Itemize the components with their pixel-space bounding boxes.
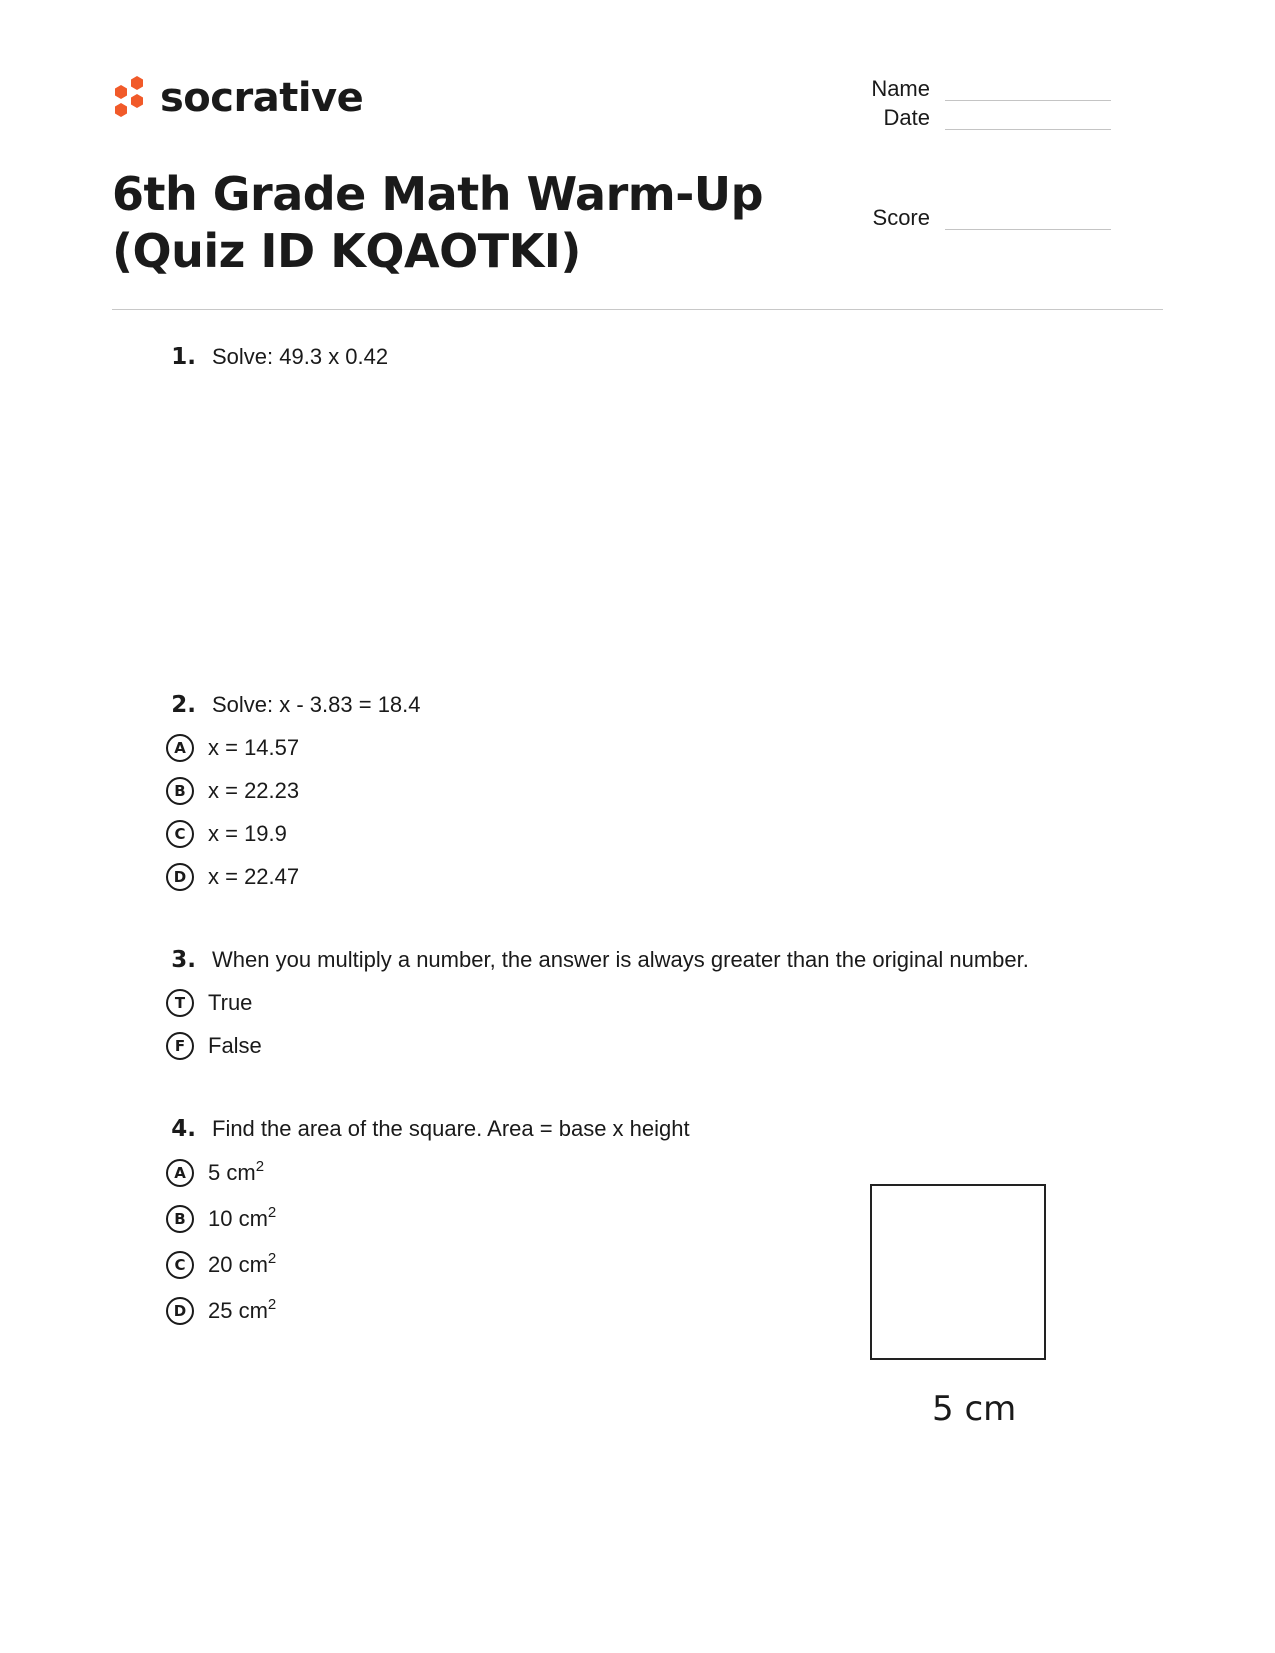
answer-bubble[interactable]: F	[166, 1032, 194, 1060]
question-2	[160, 692, 421, 898]
superscript: 2	[255, 1158, 265, 1175]
superscript: 2	[267, 1204, 277, 1221]
square-side-label: 5 cm	[932, 1389, 1017, 1429]
square-figure	[870, 1184, 1110, 1444]
date-label: Date	[883, 105, 930, 130]
square-shape	[870, 1184, 1046, 1360]
question-number: 1.	[171, 344, 196, 370]
question-text: Find the area of the square. Area = base x height	[212, 1116, 690, 1141]
choice-text	[208, 1206, 276, 1232]
question-text: Solve: 49.3 x 0.42	[212, 344, 389, 369]
name-label: Name	[871, 76, 930, 101]
choice-text: x = 22.23	[208, 777, 300, 803]
name-field[interactable]	[830, 76, 1111, 102]
page-title: 6th Grade Math Warm-Up (Quiz ID KQAOTKI)	[112, 167, 764, 278]
choice-value: 20 cm	[208, 1252, 268, 1277]
question-number: 3.	[171, 947, 196, 973]
score-label: Score	[872, 205, 930, 230]
superscript: 2	[267, 1296, 277, 1313]
question-number: 4.	[171, 1116, 196, 1142]
hexagon-cluster-icon	[112, 74, 148, 122]
answer-bubble[interactable]: C	[166, 1251, 194, 1279]
choice-value: 10 cm	[208, 1206, 268, 1231]
brand-name: socrative	[160, 75, 364, 121]
question-1	[160, 344, 388, 378]
answer-bubble[interactable]: T	[166, 989, 194, 1017]
header-divider	[112, 309, 1163, 310]
answer-bubble[interactable]: D	[166, 1297, 194, 1325]
socrative-logo	[112, 72, 363, 124]
choice-value: 25 cm	[208, 1298, 268, 1323]
name-line[interactable]	[945, 100, 1111, 101]
answer-bubble[interactable]: A	[166, 1159, 194, 1187]
date-line[interactable]	[945, 129, 1111, 130]
choice-text: False	[208, 1032, 262, 1058]
choice-a[interactable]	[160, 726, 421, 769]
choice-text: x = 22.47	[208, 863, 300, 889]
superscript: 2	[267, 1250, 277, 1267]
choice-a[interactable]	[160, 1150, 690, 1196]
choice-text: True	[208, 989, 253, 1015]
choice-b[interactable]	[160, 769, 421, 812]
answer-bubble[interactable]: B	[166, 777, 194, 805]
question-3	[160, 947, 1029, 1067]
score-line[interactable]	[945, 229, 1111, 230]
choice-d[interactable]	[160, 1288, 690, 1334]
choice-true[interactable]	[160, 981, 1029, 1024]
question-text: Solve: x - 3.83 = 18.4	[212, 692, 421, 717]
question-text: When you multiply a number, the answer is always greater than the original number.	[212, 947, 1029, 972]
choice-value: 5 cm	[208, 1160, 256, 1185]
choice-false[interactable]	[160, 1024, 1029, 1067]
score-field[interactable]	[830, 205, 1111, 231]
question-4	[160, 1116, 690, 1334]
choice-text	[208, 1298, 276, 1324]
question-number: 2.	[171, 692, 196, 718]
choice-text: x = 14.57	[208, 734, 300, 760]
choice-b[interactable]	[160, 1196, 690, 1242]
answer-bubble[interactable]: A	[166, 734, 194, 762]
choice-c[interactable]	[160, 1242, 690, 1288]
choice-c[interactable]	[160, 812, 421, 855]
choice-text: x = 19.9	[208, 820, 287, 846]
choice-text	[208, 1252, 276, 1278]
choice-d[interactable]	[160, 855, 421, 898]
answer-bubble[interactable]: D	[166, 863, 194, 891]
answer-bubble[interactable]: B	[166, 1205, 194, 1233]
answer-bubble[interactable]: C	[166, 820, 194, 848]
choice-text	[208, 1160, 264, 1186]
date-field[interactable]	[830, 105, 1111, 131]
